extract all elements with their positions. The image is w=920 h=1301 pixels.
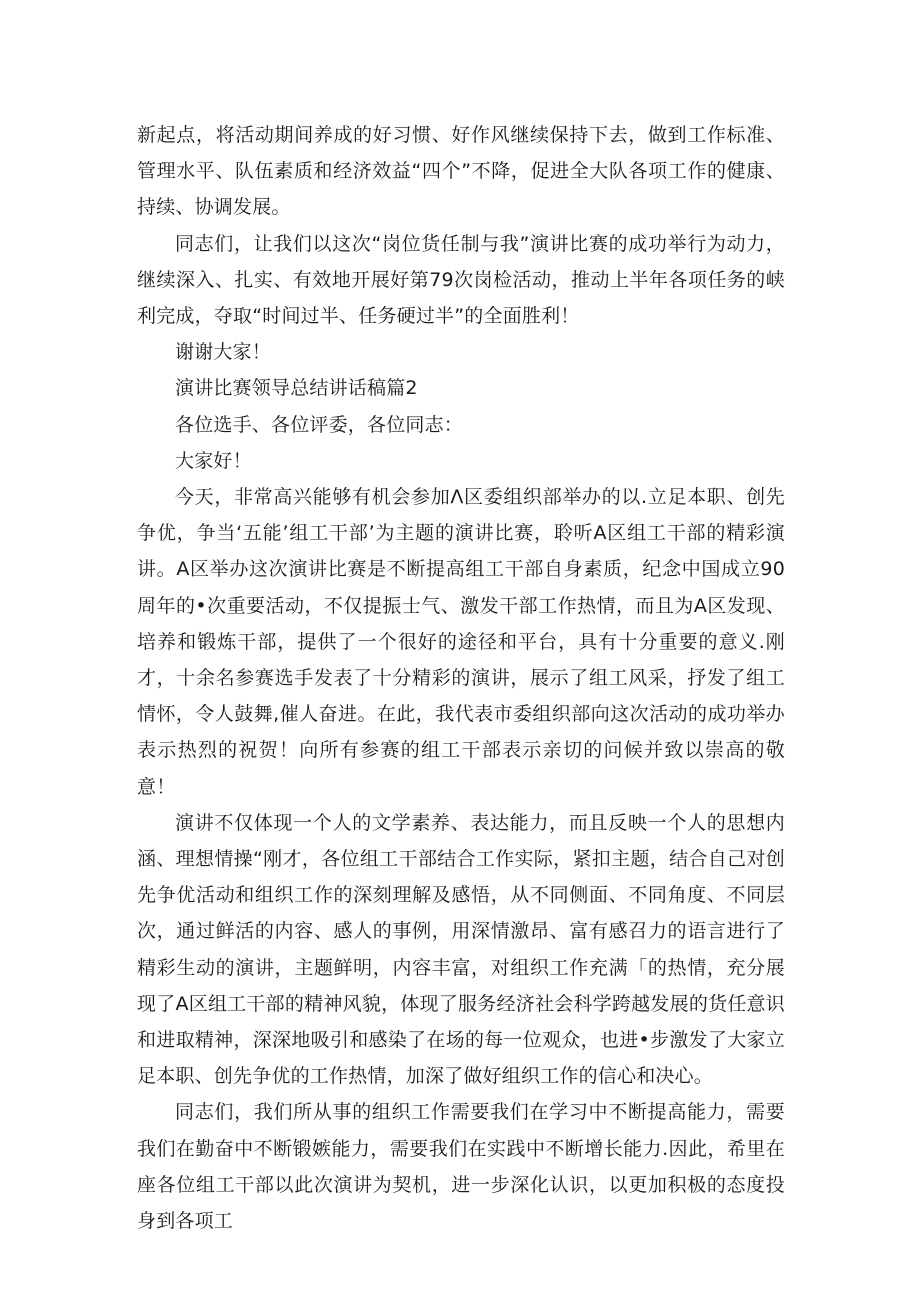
paragraph-8: 演讲不仅体现一个人的文学素养、表达能力，而且反映一个人的思想内涵、理想情操“刚才，各位组工干部结合工作实际，紧扣主题，结合自己对创先争优活动和组织工作的深刻理解及感悟，从不同侧面、不同角度、不同层次，通过鲜活的内容、感人的事例，用深情激昂、富有感召力的语言进行了精彩生动的演讲，主题鲜明，内容丰富，对组织工作充满「的热情，充分展现了A区组工干部的精神风貌，体现了服务经济社会科学跨越发展的货任意识和进取精神，深深地吸引和感染了在场的每一位观众，也进•步激发了大家立足本职、创先争优的工作热情，加深了做好组织工作的信心和决心。	[137, 811, 785, 1088]
paragraph-7: 今天，非常高兴能够有机会参加Λ区委组织部举办的以.立足本职、创先争优，争当‘五能’组工干部’为主题的演讲比赛，聆听A区组工干部的精彩演讲。A区举办这次演讲比赛是不断提高组工干部自身素质，纪念中国成立90周年的•次重要活动，不仅提振士气、激发干部工作热情，而且为A区发现、培养和锻炼干部，提供了一个很好的途径和平台，具有十分重要的意义.刚才，十余名参赛选手发表了十分精彩的演讲，展示了组工风采，抒发了组工情怀，令人鼓舞,催人奋进。在此，我代表市委组织部向这次活动的成功举办表示热烈的祝贺！向所有参赛的组工干部表示亲切的问候并致以崇高的敬意！	[137, 486, 785, 798]
paragraph-2: 同志们，让我们以这次“岗位货任制与我”演讲比赛的成功举行为动力，继续深入、扎实、有效地开展好第79次岗检活动，推动上半年各项任务的峡利完成，夺取“时间过半、任务硬过半”的全面胜利！	[137, 232, 785, 328]
paragraph-3: 谢谢大家！	[175, 341, 272, 364]
paragraph-9: 同志们，我们所从事的组织工作需要我们在学习中不断提高能力，需要我们在勤奋中不断锻嫉能力，需要我们在实践中不断增长能力.因此，希里在座各位组工干部以此次演讲为契机，进一步深化认识，以更加积极的态度投身到各项工	[137, 1101, 785, 1233]
paragraph-1: 新起点，将活动期间养成的好习惯、好作风继续保持下去，做到工作标准、管理水平、队伍素质和经济效益“四个”不降，促进全大队各项工作的健康、持续、协调发展。	[137, 124, 785, 219]
section-heading: 演讲比赛领导总结讲话稿篇2	[175, 377, 418, 400]
document-page	[137, 117, 785, 1239]
salutation: 各位选手、各位评委，各位同志：	[175, 413, 464, 436]
greeting: 大家好！	[175, 449, 252, 472]
